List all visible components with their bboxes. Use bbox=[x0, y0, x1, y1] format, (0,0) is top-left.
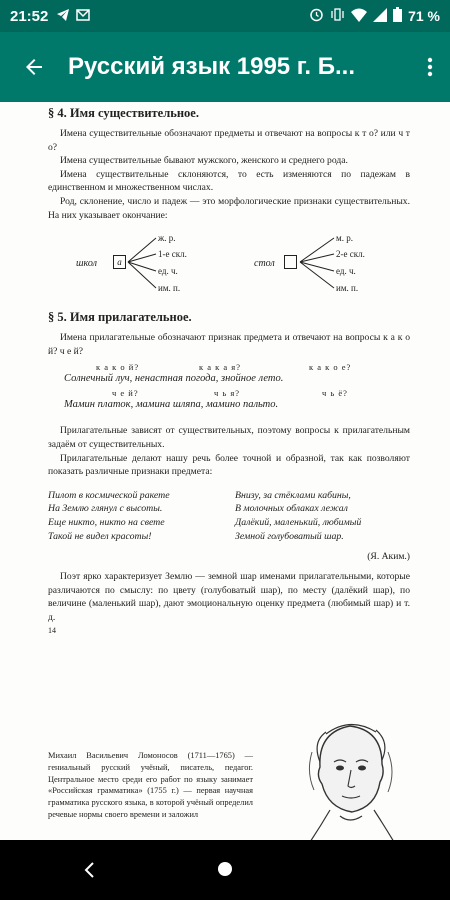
example-question: к а к а я? bbox=[199, 362, 241, 373]
example-text: Солнечный луч, ненастная погода, знойное лето. bbox=[64, 373, 284, 385]
app-bar bbox=[0, 32, 450, 102]
example-question: к а к о е? bbox=[309, 362, 352, 373]
telegram-icon bbox=[56, 8, 70, 25]
status-time: 21:52 bbox=[10, 7, 49, 25]
arrow-back-icon bbox=[22, 55, 46, 79]
app-title: Русский язык 1995 г. Б... bbox=[68, 53, 355, 80]
system-navigation-bar bbox=[0, 840, 450, 900]
poem bbox=[48, 489, 410, 543]
poem-line: На Землю глянул с высоты. bbox=[48, 503, 163, 515]
example-text: Мамин платок, мамина шляпа, мамино пальто. bbox=[64, 399, 279, 411]
battery-icon bbox=[393, 7, 402, 25]
diagram-label: им. п. bbox=[336, 283, 359, 294]
vibrate-icon bbox=[330, 7, 345, 25]
battery-level: 71 % bbox=[408, 8, 440, 24]
diagram-label: 1-е скл. bbox=[158, 249, 187, 260]
lomonosov-portrait-image bbox=[290, 712, 410, 840]
diagram-shkola bbox=[76, 230, 246, 298]
diagram-word: школ bbox=[76, 258, 97, 270]
diagram-label: 2-е скл. bbox=[336, 249, 365, 260]
overflow-menu-button[interactable] bbox=[410, 32, 450, 102]
section-5-title: § 5. Имя прилагательное. bbox=[48, 310, 192, 325]
nav-back-icon[interactable] bbox=[78, 858, 102, 882]
morphology-diagrams bbox=[48, 230, 410, 298]
example-line-2 bbox=[64, 390, 394, 412]
diagram-label: ж. р. bbox=[158, 233, 176, 244]
back-button[interactable] bbox=[0, 32, 68, 102]
diagram-label: ед. ч. bbox=[158, 266, 178, 277]
poem-line: Земной голубоватый шар. bbox=[235, 530, 344, 542]
poem-line: Далёкий, маленький, любимый bbox=[235, 516, 362, 528]
bio-text: (1711—1765) — гениальный русский учёный, писатель, педагог. Центральное место среди его работ по языку занимает «Российская грамматика» (1755 г.) — первая научная грамматика русского языка, в которой учёный определил речевые нормы своего времени и заложил bbox=[48, 751, 253, 819]
poem-line: В молочных облаках лежал bbox=[235, 503, 348, 515]
page-number: 14 bbox=[48, 626, 56, 636]
poem-line: Еще никто, никто на свете bbox=[48, 516, 165, 528]
poem-line: Такой не видел красоты! bbox=[48, 530, 152, 542]
gmail-icon bbox=[76, 9, 90, 24]
s5-paragraph-4: Поэт ярко характеризует Землю — земной шар именами прилагательными, которые различаются по смыслу: по цвету (голубоватый шар), по месту (далёкий шар), по величине (маленький шар), дают эмоциональную оценку предмета (любимый шар) и т. д. bbox=[48, 571, 410, 623]
s4-paragraph-3: Имена существительные склоняются, то есть изменяются по падежам в единственном и множественном числах. bbox=[48, 168, 410, 194]
s4-paragraph-4: Род, склонение, число и падеж — это морфологические признаки существительных. На них указывает окончание: bbox=[48, 195, 410, 221]
status-bar bbox=[0, 0, 450, 32]
poem-left-column bbox=[48, 489, 223, 543]
diagram-label: ед. ч. bbox=[336, 266, 356, 277]
section-4-title: § 4. Имя существительное. bbox=[48, 106, 199, 120]
signal-icon bbox=[373, 8, 387, 25]
lomonosov-bio bbox=[48, 750, 253, 821]
example-question: к а к о й? bbox=[96, 362, 140, 373]
s4-paragraph-1: Имена существительные обозначают предметы и отвечают на вопросы к т о? или ч т о? bbox=[48, 128, 410, 153]
poem-line: Пилот в космической ракете bbox=[48, 489, 170, 501]
example-question: ч е й? bbox=[112, 388, 139, 399]
book-page[interactable] bbox=[0, 102, 450, 840]
wifi-icon bbox=[351, 8, 367, 25]
poem-author: (Я. Аким.) bbox=[367, 551, 410, 563]
diagram-stol bbox=[254, 230, 424, 298]
diagram-word: стол bbox=[254, 258, 275, 270]
poem-right-column bbox=[235, 489, 410, 543]
nav-home-button[interactable] bbox=[218, 862, 232, 876]
s5-paragraph-3: Прилагательные делают нашу речь более точной и образной, так как позволяют показать различные признаки предмета: bbox=[48, 452, 410, 478]
poem-line: Внизу, за стёклами кабины, bbox=[235, 489, 351, 501]
alarm-icon bbox=[309, 7, 324, 25]
bio-name: Михаил Васильевич Ломоносов bbox=[48, 751, 178, 760]
diagram-label: им. п. bbox=[158, 283, 181, 294]
s5-paragraph-2: Прилагательные зависят от существительных, поэтому вопросы к прилагательным задаём от существительных. bbox=[48, 425, 410, 450]
s5-paragraph-1: Имена прилагательные обозначают признак предмета и отвечают на вопросы к а к о й? ч е й? bbox=[48, 332, 410, 357]
example-question: ч ь я? bbox=[214, 388, 241, 399]
s4-paragraph-2: Имена существительные бывают мужского, женского и среднего рода. bbox=[60, 155, 348, 167]
example-question: ч ь ё? bbox=[322, 388, 348, 399]
more-vert-icon bbox=[427, 57, 433, 77]
example-line-1 bbox=[64, 364, 394, 386]
ending-box: а bbox=[113, 255, 126, 269]
diagram-label: м. р. bbox=[336, 233, 353, 244]
